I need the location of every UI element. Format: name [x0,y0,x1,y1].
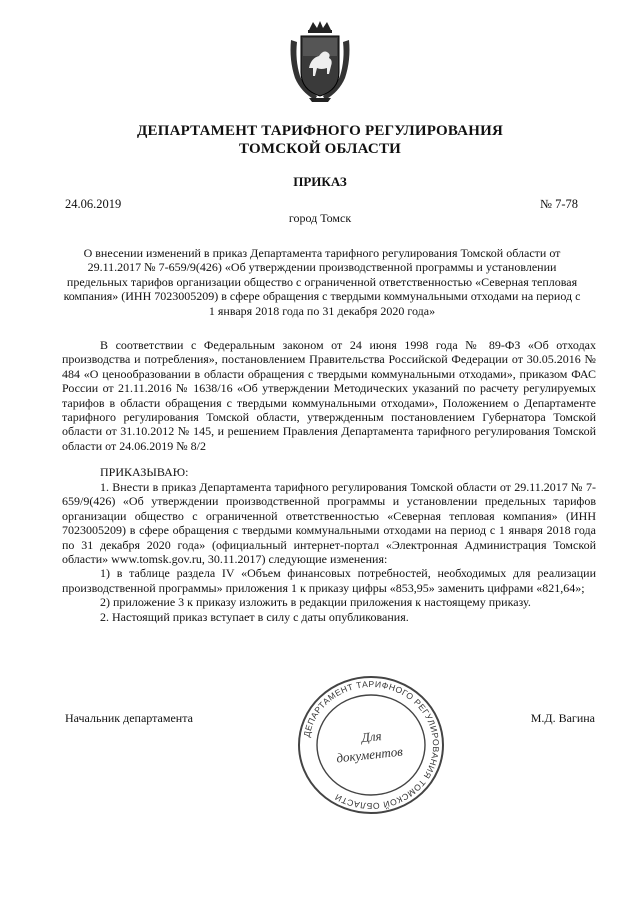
stamp-center-line: документов [335,743,404,766]
coat-of-arms-icon [287,20,353,104]
department-title-line: ТОМСКОЙ ОБЛАСТИ [238,141,402,157]
official-stamp [292,670,450,820]
signatory-name: М.Д. Вагина [530,711,595,725]
order-word: ПРИКАЗЫВАЮ: [100,465,189,479]
stamp-ring-text: ДЕПАРТАМЕНТ ТАРИФНОГО РЕГУЛИРОВАНИЯ ТОМСКОЙ ОБЛАСТИ [301,678,442,812]
document-number: № 7-78 [540,197,578,211]
order-item: 2) приложение 3 к приказу изложить в редакции приложения к настоящему приказу. [100,595,531,610]
order-items [62,480,596,624]
signatory-position: Начальник департамента [65,711,193,725]
document-date: 24.06.2019 [65,197,122,211]
stamp-center-line: Для [360,728,383,746]
preamble-paragraph: В соответствии с Федеральным законом от 24 июня 1998 года № 89-ФЗ «Об отходах производства и потребления», постановлением Правительства Российской Федерации от 30.05.2016 № 484 «О ценообразовании в области обращения с твердыми коммунальными отходами», приказом ФАС России от 21.11.2016 № 1638/16 «Об утверждении Методических указаний по расчету регулируемых тарифов в области обращения с твердыми коммунальными отходами», Положением о Департаменте тарифного регулирования Томской области, утвержденным постановлением Губернатора Томской области от 31.10.2012 № 145, и решением Правления Департамента тарифного регулирования Томской области от 24.06.2019 № 8/2 [62,338,596,453]
department-title-line: ДЕПАРТАМЕНТ ТАРИФНОГО РЕГУЛИРОВАНИЯ [137,123,503,139]
order-item: 1) в таблице раздела IV «Объем финансовых потребностей, необходимых для реализации производственной программы» приложения 1 к приказу цифры «853,95» заменить цифрами «821,64»; [62,566,596,595]
department-title [0,122,640,158]
order-item: 1. Внести в приказ Департамента тарифного регулирования Томской области от 29.11.2017 № 7-659/9(426) «Об утверждении производственной программы и установлении предельных тарифов организации общество с ограниченной ответственностью «Северная тепловая компания» (ИНН 7023005209) в сфере обращения с твердыми коммунальными отходами на период с 1 января 2018 года по 31 декабря 2020 года» (официальный интернет-портал «Электронная Администрация Томской области» www.tomsk.gov.ru, 30.11.2017) следующие изменения: [62,480,596,567]
document-subject: О внесении изменений в приказ Департамента тарифного регулирования Томской области от 29.11.2017 № 7-659/9(426) «Об утверждении производственной программы и установлении предельных тарифов организации общество с ограниченной ответственностью «Северная тепловая компания» (ИНН 7023005209) в сфере обращения с твердыми коммунальными отходами на период с 1 января 2018 года по 31 декабря 2020 года» [63,246,581,318]
document-city: город Томск [288,211,352,225]
document-type: ПРИКАЗ [293,174,347,189]
order-item: 2. Настоящий приказ вступает в силу с даты опубликования. [100,609,409,624]
